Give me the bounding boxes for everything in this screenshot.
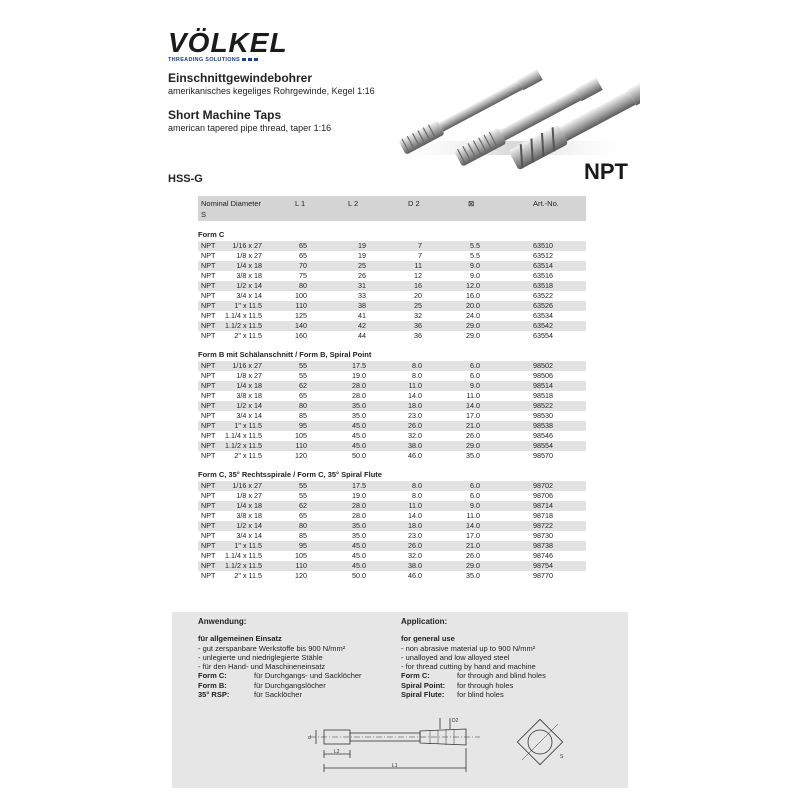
cell-thread: NPT (201, 491, 216, 500)
cell-l2: 19 (358, 251, 366, 260)
material-label: HSS-G (168, 173, 203, 185)
cell-square: 12.0 (466, 281, 480, 290)
cell-article-number: 63554 (533, 331, 553, 340)
table-row (198, 381, 586, 391)
cell-square: 6.0 (470, 491, 480, 500)
cell-size: 1/4 x 18 (236, 381, 262, 390)
table-row (198, 491, 586, 501)
cell-l1: 62 (299, 381, 307, 390)
table-row (198, 291, 586, 301)
cell-article-number: 98502 (533, 361, 553, 370)
cell-square: 26.0 (466, 431, 480, 440)
header-l1: L 1 (295, 199, 306, 208)
cell-d2: 11 (414, 261, 422, 270)
table-row (198, 571, 586, 581)
cell-d2: 46.0 (408, 451, 422, 460)
application-form-de: 35° RSP: für Sacklöcher (198, 690, 302, 700)
cell-size: 1.1/2 x 11.5 (224, 441, 262, 450)
table-row (198, 551, 586, 561)
cell-l2: 17.5 (352, 361, 366, 370)
cell-size: 1/16 x 27 (232, 241, 262, 250)
thread-type-heading: NPT (584, 159, 628, 184)
cell-size: 1/4 x 18 (236, 501, 262, 510)
cell-l2: 45.0 (352, 421, 366, 430)
table-row (198, 431, 586, 441)
cell-l1: 100 (295, 291, 307, 300)
cell-thread: NPT (201, 271, 216, 280)
table-row (198, 321, 586, 331)
cell-l1: 65 (299, 391, 307, 400)
cell-article-number: 63534 (533, 311, 553, 320)
cell-thread: NPT (201, 361, 216, 370)
cell-size: 1/16 x 27 (232, 361, 262, 370)
cell-size: 3/8 x 18 (236, 271, 262, 280)
cell-l2: 50.0 (352, 451, 366, 460)
cell-l1: 110 (295, 441, 307, 450)
cell-l2: 41 (358, 311, 366, 320)
table-row (198, 271, 586, 281)
application-form-en: Spiral Flute: for blind holes (401, 690, 504, 700)
cell-thread: NPT (201, 331, 216, 340)
cell-article-number: 98538 (533, 421, 553, 430)
cell-size: 1.1/4 x 11.5 (224, 551, 262, 560)
cell-article-number: 98746 (533, 551, 553, 560)
table-row (198, 241, 586, 251)
cell-l2: 26 (358, 271, 366, 280)
cell-l1: 120 (295, 451, 307, 460)
table-row (198, 331, 586, 341)
cell-article-number: 63542 (533, 321, 553, 330)
cell-thread: NPT (201, 431, 216, 440)
table-row (198, 421, 586, 431)
table-row (198, 391, 586, 401)
table-row (198, 561, 586, 571)
cell-square: 21.0 (466, 541, 480, 550)
cell-l1: 65 (299, 511, 307, 520)
cell-square: 11.0 (466, 391, 480, 400)
cell-thread: NPT (201, 451, 216, 460)
table-row (198, 411, 586, 421)
cell-thread: NPT (201, 251, 216, 260)
cell-thread: NPT (201, 391, 216, 400)
cell-size: 1/8 x 27 (236, 371, 262, 380)
cell-d2: 25 (414, 301, 422, 310)
taps-product-image (384, 55, 640, 175)
cell-article-number: 63512 (533, 251, 553, 260)
cell-size: 1/8 x 27 (236, 251, 262, 260)
cell-thread: NPT (201, 411, 216, 420)
cell-d2: 8.0 (412, 481, 422, 490)
cell-thread: NPT (201, 571, 216, 580)
cell-l1: 65 (299, 241, 307, 250)
cell-l2: 17.5 (352, 481, 366, 490)
cell-l2: 45.0 (352, 441, 366, 450)
application-german (198, 617, 362, 699)
application-line-de: - für den Hand- und Maschineneinsatz (198, 662, 326, 672)
table-row (198, 371, 586, 381)
cell-d2: 18.0 (408, 401, 422, 410)
cell-d2: 38.0 (408, 441, 422, 450)
cell-l1: 55 (299, 361, 307, 370)
cell-article-number: 98718 (533, 511, 553, 520)
cell-article-number: 98754 (533, 561, 553, 570)
cell-l1: 75 (299, 271, 307, 280)
table-row (198, 511, 586, 521)
cell-l1: 65 (299, 251, 307, 260)
cell-l2: 35.0 (352, 411, 366, 420)
cell-l1: 140 (295, 321, 307, 330)
cell-square: 5.5 (470, 241, 480, 250)
cell-article-number: 98722 (533, 521, 553, 530)
table-section-title: Form B mit Schälanschnitt / Form B, Spiral Point (198, 350, 372, 359)
cell-size: 1" x 11.5 (234, 541, 262, 550)
cell-size: 3/8 x 18 (236, 511, 262, 520)
cell-thread: NPT (201, 511, 216, 520)
cell-square: 26.0 (466, 551, 480, 560)
cell-l1: 120 (295, 571, 307, 580)
cell-article-number: 98738 (533, 541, 553, 550)
cell-l2: 35.0 (352, 531, 366, 540)
cell-l1: 80 (299, 401, 307, 410)
table-row (198, 521, 586, 531)
cell-article-number: 98714 (533, 501, 553, 510)
cell-size: 1.1/4 x 11.5 (224, 431, 262, 440)
table-row (198, 361, 586, 371)
cell-l2: 28.0 (352, 501, 366, 510)
subtitle-german: amerikanisches kegeliges Rohrgewinde, Kegel 1:16 (168, 86, 375, 96)
cell-article-number: 98546 (533, 431, 553, 440)
cell-d2: 36 (414, 321, 422, 330)
application-box (172, 612, 628, 788)
cell-square: 11.0 (466, 511, 480, 520)
cell-thread: NPT (201, 301, 216, 310)
cell-article-number: 98522 (533, 401, 553, 410)
cell-l2: 33 (358, 291, 366, 300)
cell-square: 14.0 (466, 521, 480, 530)
table-row (198, 311, 586, 321)
brand-tagline: THREADING SOLUTIONS (168, 57, 278, 63)
cell-thread: NPT (201, 551, 216, 560)
cell-l2: 42 (358, 321, 366, 330)
cell-l2: 45.0 (352, 561, 366, 570)
cell-thread: NPT (201, 521, 216, 530)
table-row (198, 401, 586, 411)
cell-square: 9.0 (470, 381, 480, 390)
cell-size: 1/16 x 27 (232, 481, 262, 490)
cell-square: 29.0 (466, 321, 480, 330)
header-square-icon: ⊠ (468, 199, 475, 208)
cell-square: 35.0 (466, 571, 480, 580)
cell-d2: 8.0 (412, 491, 422, 500)
cell-square: 17.0 (466, 411, 480, 420)
cell-size: 2" x 11.5 (234, 451, 262, 460)
cell-square: 14.0 (466, 401, 480, 410)
cell-thread: NPT (201, 541, 216, 550)
cell-square: 9.0 (470, 271, 480, 280)
cell-thread: NPT (201, 401, 216, 410)
cell-d2: 8.0 (412, 361, 422, 370)
cell-square: 9.0 (470, 261, 480, 270)
cell-thread: NPT (201, 531, 216, 540)
cell-size: 1/2 x 14 (236, 401, 262, 410)
cell-square: 17.0 (466, 531, 480, 540)
cell-l1: 110 (295, 561, 307, 570)
cell-thread: NPT (201, 371, 216, 380)
cell-article-number: 98730 (533, 531, 553, 540)
cell-thread: NPT (201, 421, 216, 430)
cell-article-number: 63510 (533, 241, 553, 250)
header-article-number: Art.-No. (533, 199, 559, 208)
table-row (198, 531, 586, 541)
cell-size: 1/2 x 14 (236, 521, 262, 530)
table-row (198, 451, 586, 461)
cell-d2: 32.0 (408, 551, 422, 560)
cell-size: 3/4 x 14 (236, 291, 262, 300)
cell-article-number: 98554 (533, 441, 553, 450)
cell-size: 2" x 11.5 (234, 571, 262, 580)
table-row (198, 541, 586, 551)
cell-d2: 46.0 (408, 571, 422, 580)
cell-l2: 31 (358, 281, 366, 290)
cell-thread: NPT (201, 311, 216, 320)
application-heading-en: for general use (401, 634, 455, 644)
cell-square: 9.0 (470, 501, 480, 510)
cell-l1: 105 (295, 551, 307, 560)
cell-d2: 23.0 (408, 531, 422, 540)
application-line-en: - unalloyed and low alloyed steel (401, 652, 510, 662)
cell-article-number: 63514 (533, 261, 553, 270)
drawing-label-l1: L1 (392, 763, 398, 769)
table-row (198, 261, 586, 271)
cell-l2: 38 (358, 301, 366, 310)
header-d2: D 2 (408, 199, 420, 208)
subtitle-english: american tapered pipe thread, taper 1:16 (168, 123, 332, 133)
cell-article-number: 98770 (533, 571, 553, 580)
header-nominal-diameter: Nominal Diameter (201, 199, 262, 208)
cell-size: 3/4 x 14 (236, 531, 262, 540)
cell-square: 24.0 (466, 311, 480, 320)
cell-l1: 160 (295, 331, 307, 340)
application-title-de: Anwendung: (198, 617, 247, 626)
application-heading-de: für allgemeinen Einsatz (198, 634, 282, 644)
table-section-title: Form C, 35° Rechtsspirale / Form C, 35° Spiral Flute (198, 470, 382, 479)
cell-article-number: 98530 (533, 411, 553, 420)
cell-square: 6.0 (470, 361, 480, 370)
cell-size: 1/8 x 27 (236, 491, 262, 500)
cell-square: 35.0 (466, 451, 480, 460)
header-l2: L 2 (348, 199, 359, 208)
cell-l2: 28.0 (352, 391, 366, 400)
cell-thread: NPT (201, 241, 216, 250)
table-row (198, 281, 586, 291)
cell-l1: 110 (295, 301, 307, 310)
cell-article-number: 63516 (533, 271, 553, 280)
cell-l2: 35.0 (352, 401, 366, 410)
cell-square: 20.0 (466, 301, 480, 310)
application-form-en: Form C: for through and blind holes (401, 671, 546, 681)
cell-size: 1/2 x 14 (236, 281, 262, 290)
drawing-label-s: S (560, 754, 564, 760)
cell-d2: 32.0 (408, 431, 422, 440)
application-english (401, 617, 546, 699)
table-section-title: Form C (198, 230, 225, 239)
cell-square: 29.0 (466, 561, 480, 570)
application-title-en: Application: (401, 617, 448, 626)
cell-l1: 95 (299, 421, 307, 430)
cell-l1: 80 (299, 521, 307, 530)
cell-d2: 18.0 (408, 521, 422, 530)
table-header (198, 196, 586, 221)
cell-thread: NPT (201, 501, 216, 510)
cell-l2: 19.0 (352, 491, 366, 500)
cell-square: 29.0 (466, 331, 480, 340)
cell-thread: NPT (201, 321, 216, 330)
cell-l1: 70 (299, 261, 307, 270)
cell-l1: 55 (299, 371, 307, 380)
cell-l1: 55 (299, 481, 307, 490)
cell-l2: 45.0 (352, 551, 366, 560)
cell-d2: 36 (414, 331, 422, 340)
table-row (198, 251, 586, 261)
cell-square: 16.0 (466, 291, 480, 300)
cell-l1: 62 (299, 501, 307, 510)
title-english: Short Machine Taps (168, 108, 282, 122)
cell-d2: 11.0 (408, 501, 422, 510)
cell-size: 1.1/2 x 11.5 (224, 321, 262, 330)
cell-square: 6.0 (470, 481, 480, 490)
cell-l2: 35.0 (352, 521, 366, 530)
cell-l2: 25 (358, 261, 366, 270)
cell-thread: NPT (201, 381, 216, 390)
cell-square: 29.0 (466, 441, 480, 450)
cell-thread: NPT (201, 561, 216, 570)
cell-article-number: 98514 (533, 381, 553, 390)
cell-l1: 85 (299, 531, 307, 540)
technical-drawing (290, 714, 590, 784)
application-form-de: Form B: für Durchgangslöcher (198, 680, 326, 690)
cell-l2: 45.0 (352, 431, 366, 440)
cell-l2: 19.0 (352, 371, 366, 380)
cell-d2: 7 (418, 251, 422, 260)
cell-l1: 105 (295, 431, 307, 440)
cell-d2: 20 (414, 291, 422, 300)
cell-d2: 38.0 (408, 561, 422, 570)
cell-thread: NPT (201, 441, 216, 450)
application-line-de: - unlegierte und niedriglegierte Stähle (198, 652, 323, 662)
application-line-en: - non abrasive material up to 900 N/mm² (401, 643, 536, 653)
cell-l2: 28.0 (352, 511, 366, 520)
cell-article-number: 63518 (533, 281, 553, 290)
cell-l2: 28.0 (352, 381, 366, 390)
cell-d2: 14.0 (408, 391, 422, 400)
cell-d2: 23.0 (408, 411, 422, 420)
cell-thread: NPT (201, 291, 216, 300)
application-form-de: Form C: für Durchgangs- und Sacklöcher (198, 671, 362, 681)
cell-d2: 26.0 (408, 421, 422, 430)
header-s: S (201, 210, 207, 219)
cell-article-number: 63522 (533, 291, 553, 300)
cell-size: 1" x 11.5 (234, 301, 262, 310)
cell-size: 3/4 x 14 (236, 411, 262, 420)
cell-d2: 14.0 (408, 511, 422, 520)
cell-article-number: 98702 (533, 481, 553, 490)
table-row (198, 501, 586, 511)
application-line-de: - gut zerspanbare Werkstoffe bis 900 N/mm² (198, 643, 346, 653)
table-row (198, 301, 586, 311)
cell-article-number: 63526 (533, 301, 553, 310)
cell-l1: 85 (299, 411, 307, 420)
cell-article-number: 98506 (533, 371, 553, 380)
cell-l2: 19 (358, 241, 366, 250)
brand-logo (168, 27, 288, 64)
cell-thread: NPT (201, 481, 216, 490)
cell-thread: NPT (201, 261, 216, 270)
cell-size: 1.1/4 x 11.5 (224, 311, 262, 320)
cell-l1: 95 (299, 541, 307, 550)
brand-name: VÖLKEL (168, 27, 288, 58)
cell-size: 1" x 11.5 (234, 421, 262, 430)
table-body (198, 229, 586, 581)
cell-d2: 8.0 (412, 371, 422, 380)
cell-square: 21.0 (466, 421, 480, 430)
cell-size: 2" x 11.5 (234, 331, 262, 340)
cell-square: 5.5 (470, 251, 480, 260)
cell-d2: 32 (414, 311, 422, 320)
cell-l2: 44 (358, 331, 366, 340)
table-row (198, 481, 586, 491)
cell-article-number: 98706 (533, 491, 553, 500)
product-table (198, 196, 586, 581)
cell-thread: NPT (201, 281, 216, 290)
application-line-en: - for thread cutting by hand and machine (401, 662, 536, 672)
table-row (198, 441, 586, 451)
cell-d2: 16 (414, 281, 422, 290)
cell-d2: 26.0 (408, 541, 422, 550)
cell-article-number: 98570 (533, 451, 553, 460)
cell-l1: 80 (299, 281, 307, 290)
cell-l2: 45.0 (352, 541, 366, 550)
title-german: Einschnittgewindebohrer (168, 71, 313, 85)
cell-article-number: 98518 (533, 391, 553, 400)
cell-square: 6.0 (470, 371, 480, 380)
drawing-label-d2: D2 (452, 718, 459, 724)
cell-l2: 50.0 (352, 571, 366, 580)
cell-size: 3/8 x 18 (236, 391, 262, 400)
cell-size: 1.1/2 x 11.5 (224, 561, 262, 570)
drawing-label-d: d (308, 735, 311, 741)
cell-d2: 11.0 (408, 381, 422, 390)
cell-size: 1/4 x 18 (236, 261, 262, 270)
cell-l1: 125 (295, 311, 307, 320)
cell-d2: 12 (414, 271, 422, 280)
drawing-label-l2: L2 (334, 749, 340, 755)
cell-l1: 55 (299, 491, 307, 500)
application-form-en: Spiral Point: for through holes (401, 680, 514, 690)
cell-d2: 7 (418, 241, 422, 250)
